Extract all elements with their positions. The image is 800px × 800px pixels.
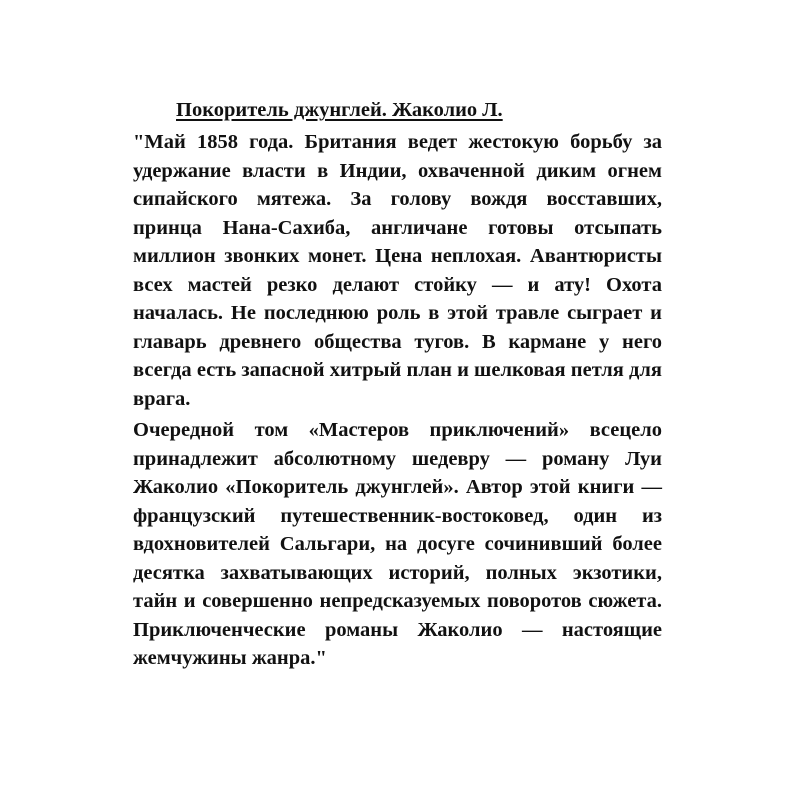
document-page bbox=[133, 96, 662, 673]
paragraph-plot-summary: "Май 1858 года. Британия ведет жестокую борьбу за удержание власти в Индии, охваченной диким огнем сипайского мятежа. За голову вождя восставших, принца Нана-Сахиба, англичане готовы отсыпать миллион звонких монет. Цена неплохая. Авантюристы всех мастей резко делают стойку — и ату! Охота началась. Не последнюю роль в этой травле сыграет и главарь древнего общества тугов. В кармане у него всегда есть запасной хитрый план и шелковая петля для врага. bbox=[133, 131, 662, 410]
paragraph-book-description: Очередной том «Мастеров приключений» всецело принадлежит абсолютному шедевру — роману Луи Жаколио «Покоритель джунглей». Автор этой книги — французский путешественник-востоковед, один из вдохновителей Сальгари, на досуге сочинивший более десятка захватывающих историй, полных экзотики, тайн и совершенно непредсказуемых поворотов сюжета. Приключенческие романы Жаколио — настоящие жемчужины жанра." bbox=[133, 419, 662, 669]
document-title: Покоритель джунглей. Жаколио Л. bbox=[176, 99, 503, 121]
